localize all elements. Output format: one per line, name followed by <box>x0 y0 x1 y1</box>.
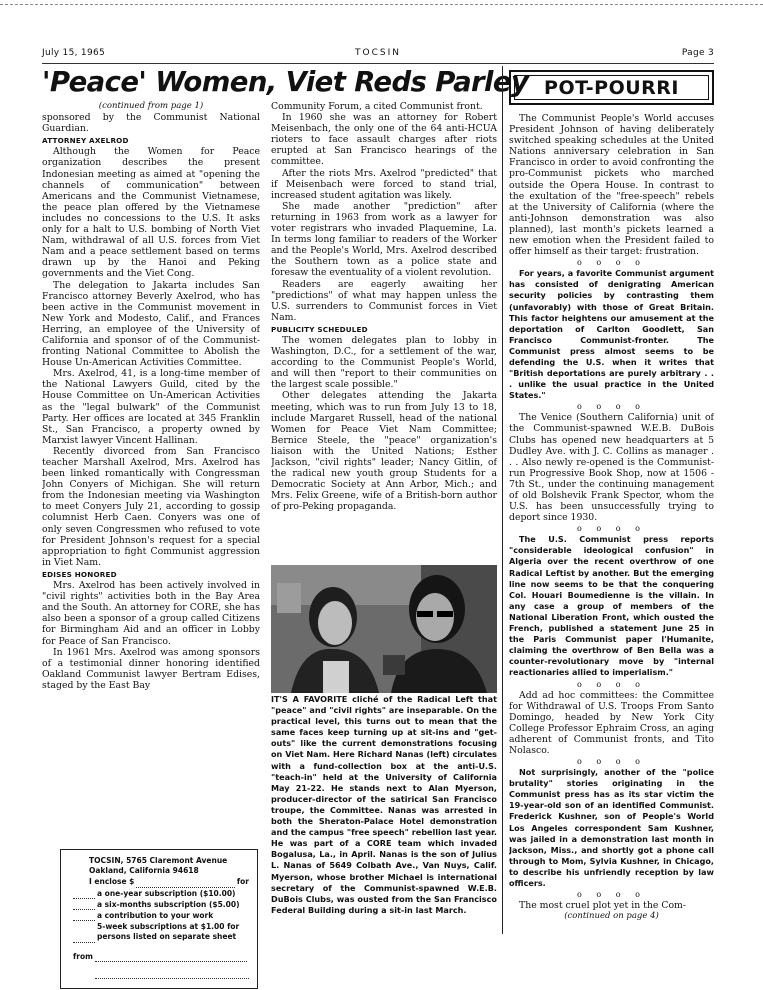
photo-caption: IT'S A FAVORITE cliché of the Radical Left that "peace" and "civil rights" are inseparable. On the practical level, this turns out to mean that the same faces keep turning up at sit-ins and "get-outs" like the current demonstrations focusing on Viet Nam. Here Richard Nanas (left) circulates with a fund-collection box at the anti-U.S. "teach-in" held at the University of California May 21-22. He stands next to Alan Myerson, producer-director of the satirical San Francisco troupe, the Committee. Nanas was arrested in both the Sheraton-Palace Hotel demonstration and the campus "free speech" rebellion last year. He was part of a CORE team which invaded Bogalusa, La., in April. Nanas is the son of Julius L. Nanas of 5649 Colbath Ave., Van Nuys, Calif. Myerson, whose brother Michael is international secretary of the Communist-spawned W.E.B. DuBois Clubs, was ousted from the San Francisco Federal Building during a sit-in last March. <box>271 694 497 915</box>
coupon-amount-field[interactable] <box>136 880 234 888</box>
coupon-option-checkline[interactable] <box>73 935 95 943</box>
col2-subhead: PUBLICITY SCHEDULED <box>271 324 368 334</box>
item-separator: o o o o <box>577 258 646 268</box>
coupon-option-checkline[interactable] <box>73 902 95 910</box>
item-separator: o o o o <box>577 890 646 900</box>
potpourri-item: Add ad hoc committees: the Committee for Withdrawal of U.S. Troops From Santo Domingo, headed by New York City College Professor Ephraim Cross, an aging adherent of Communist fronts, and Tito Nolasco. <box>509 689 714 756</box>
potpourri-title-box <box>509 70 714 105</box>
coupon-from-label: from <box>73 951 93 961</box>
potpourri-item: The U.S. Communist press reports "considerable ideological confusion" in Algeria over the recent overthrow of one Radical Leftist by another. But the emerging line now seems to be that the conquering Col. Houari Boumedienne is the villain. In any case a group of members of the National Liberation Front, which ousted the French, published a statement June 25 in the Paris Communist paper l'Humanite, claiming the overthrow of Ben Bella was a counter-revolutionary move by "internal reactionaries allied to imperialism." <box>509 534 714 678</box>
article-column-1 <box>42 101 260 846</box>
potpourri-body <box>509 113 714 911</box>
coupon-option <box>73 900 249 910</box>
col1-paragraph: Although the Women for Peace organization describes the present Indonesian meeting as aimed at "opening the channels of communication" between Americans and the Communist Vietnamese, the peace plan offered by the Vietnamese includes no concessions to the U.S. It asks only for a halt to U.S. bombing of North Viet Nam, withdrawal of all U.S. forces from Viet Nam and a peace settlement based on terms drawn up by the Hanoi and Peking governments and the Viet Cong. <box>42 146 260 280</box>
main-headline: 'Peace' Women, Viet Reds Parley <box>42 66 529 98</box>
coupon-address-line-1: TOCSIN, 5765 Claremont Avenue <box>89 856 228 865</box>
coupon-address-field-2[interactable] <box>95 988 249 989</box>
col2-paragraph: In 1960 she was an attorney for Robert Meisenbach, the only one of the 64 anti-HCUA rioters to face assault charges after riots erupted at San Francisco hearings of the committee. <box>271 112 497 168</box>
coupon-address-line-2: Oakland, California 94618 <box>89 866 199 876</box>
coupon-option-label: a contribution to your work <box>97 911 214 921</box>
coupon-option <box>73 889 249 899</box>
col1-paragraph: Mrs. Axelrod has been actively involved in "civil rights" activities both in the Bay Area and the South. An attorney for CORE, she has also been a sponsor of a group called Citizens for Birmingham Aid and an officer in Lobby for Peace of San Francisco. <box>42 580 260 647</box>
potpourri-item: For years, a favorite Communist argument has consisted of denigrating American security policies by contrasting them (unfavorably) with those of Great Britain. This factor heightens our amusement at the deportation of Carlton Goodlett, San Francisco Communist-fronter. The Communist press almost seems to be defending the U.S. when it writes that "British deportations are purely arbitrary . . . unlike the usual practice in the United States." <box>509 268 714 401</box>
coupon-option <box>73 911 249 921</box>
col1-paragraph: In 1961 Mrs. Axelrod was among sponsors of a testimonial dinner honoring identified Oakland Communist lawyer Bertram Edises, staged by the East Bay <box>42 646 260 691</box>
col1-subhead: EDISES HONORED <box>42 569 117 579</box>
coupon-from-field[interactable] <box>95 954 247 962</box>
coupon-enclose-label: I enclose $ <box>89 877 135 887</box>
col1-paragraph: The delegation to Jakarta includes San Francisco attorney Beverly Axelrod, who has been active in the Communist movement in New York and Modesto, Calif., and Frances Herring, an employee of the University of California and sponsor of of the Communist-fronting National Committee to Abolish the House Un-American Activities Committee. <box>42 279 260 369</box>
page-header <box>42 48 714 62</box>
article-column-2-body <box>271 101 497 512</box>
coupon-options <box>73 889 249 943</box>
header-rule <box>42 63 714 64</box>
item-separator: o o o o <box>577 679 646 689</box>
coupon-option-checkline[interactable] <box>73 891 95 899</box>
col2-paragraph: Community Forum, a cited Communist front. <box>271 101 483 112</box>
scan-edge-line <box>0 4 763 5</box>
col1-subhead: ATTORNEY AXELROD <box>42 136 129 146</box>
potpourri-title: POT-POURRI <box>514 75 709 100</box>
item-separator: o o o o <box>577 524 646 534</box>
coupon-for-label: for <box>236 877 249 887</box>
photo-illustration <box>271 565 497 693</box>
col1-paragraph: Mrs. Axelrod, 41, is a long-time member of the National Lawyers Guild, cited by the House Committee on Un-American Activities as the "legal bulwark" of the Communist Party. Her offices are located at 345 Franklin St., San Francisco, a property owned by Marxist lawyer Vincent Hallinan. <box>42 368 260 446</box>
col1-paragraph: sponsored by the Communist National Guardian. <box>42 112 260 135</box>
newspaper-name: TOCSIN <box>355 48 401 58</box>
coupon-option <box>73 922 249 942</box>
col2-paragraph: Readers are eagerly awaiting her "predictions" of what may happen unless the U.S. surrenders to Communist forces in Viet Nam. <box>271 278 497 323</box>
item-separator: o o o o <box>577 757 646 767</box>
potpourri-column <box>509 113 714 933</box>
continued-on-note: (continued on page 4) <box>564 911 659 922</box>
issue-date: July 15, 1965 <box>42 48 106 58</box>
potpourri-item: The most cruel plot yet in the Com- <box>519 900 687 912</box>
item-separator: o o o o <box>577 402 646 412</box>
col1-paragraph: Recently divorced from San Francisco teacher Marshall Axelrod, Mrs. Axelrod has been linked romantically with Congressman John Conyers of Michigan. She will return from the Indonesian meeting via Washington to meet Conyers July 21, according to gossip columnist Herb Caen. Conyers was one of only seven Congressmen who refused to vote for President Johnson's request for a special appropriation to fight Communist aggression in Viet Nam. <box>42 445 260 568</box>
column-divider-rule <box>502 66 503 934</box>
coupon-address-field-1[interactable] <box>95 971 249 979</box>
potpourri-item: The Venice (Southern California) unit of the Communist-spawned W.E.B. DuBois Clubs has opened new headquarters at 5 Dudley Ave. with J. C. Collins as manager . . . Also newly re-opened is the Communist-run Progressive Book Shop, now at 1506 - 7th St., under the continuing management of old Bolshevik Frank Spector, whom the U.S. has been unsuccessfully trying to deport since 1930. <box>509 412 714 524</box>
col2-paragraph: The women delegates plan to lobby in Washington, D.C., for a settlement of the war, according to the Communist People's World, and will then "report to their communities on the largest scale possible." <box>271 334 497 391</box>
col2-paragraph: Other delegates attending the Jakarta meeting, which was to run from July 13 to 18, include Margaret Russell, head of the national Women for Peace Viet Nam Committee; Bernice Steele, the "peace" organization's liaison with the United Nations; Esther Jackson, "civil rights" leader; Nancy Gitlin, of the radical new youth group Students for a Democratic Society at Ann Arbor, Mich.; and Mrs. Felix Greene, wife of a British-born author of pro-Peking propaganda. <box>271 390 497 513</box>
coupon-option-label: a one-year subscription ($10.00) <box>97 888 236 898</box>
continued-from-note: (continued from page 1) <box>98 101 204 111</box>
potpourri-item: The Communist People's World accuses President Johnson of having deliberately switched speaking schedules at the United Nations anniversary celebration in San Francisco in order to avoid confronting the pro-Communist pickets who marched outside the Opera House. In contrast to the exultation of the "free-speech" rebels at the University of California (where the anti-Johnson demonstration was also planned), last month's pickets learned a new emotion when the President failed to offer himself as their target: frustration. <box>509 113 714 258</box>
coupon-option-label: 5-week subscriptions at $1.00 for persons listed on separate sheet <box>97 922 240 942</box>
article-column-2 <box>271 101 497 559</box>
coupon-enclose-line <box>73 877 249 887</box>
subscription-coupon <box>60 849 258 989</box>
coupon-option-label: a six-months subscription ($5.00) <box>97 899 240 909</box>
page-number: Page 3 <box>681 48 714 58</box>
article-column-1-body <box>42 112 260 691</box>
col2-paragraph: After the riots Mrs. Axelrod "predicted" that if Meisenbach were forced to stand trial, increased student agitation was likely. <box>271 167 497 201</box>
potpourri-item: Not surprisingly, another of the "police brutality" stories originating in the Communist press has as its star victim the 19-year-old son of an identified Communist. Frederick Kushner, son of People's World Los Angeles correspondent Sam Kushner, was jailed in a demonstration last month in Jackson, Miss., and shortly got a phone call through to Mom, Sylvia Kushner, in Chicago, to describe his unfriendly reception by law officers. <box>509 767 714 888</box>
coupon-from-line <box>73 952 249 962</box>
col2-paragraph: She made another "prediction" after returning in 1963 from work as a lawyer for voter registrars who invaded Plaquemine, La. In terms long familiar to readers of the Worker and the People's World, Mrs. Axelrod described the Southern town as a police state and foresaw the eventuality of a violent revolution. <box>271 200 497 279</box>
coupon-option-checkline[interactable] <box>73 913 95 921</box>
news-photo <box>271 565 497 693</box>
